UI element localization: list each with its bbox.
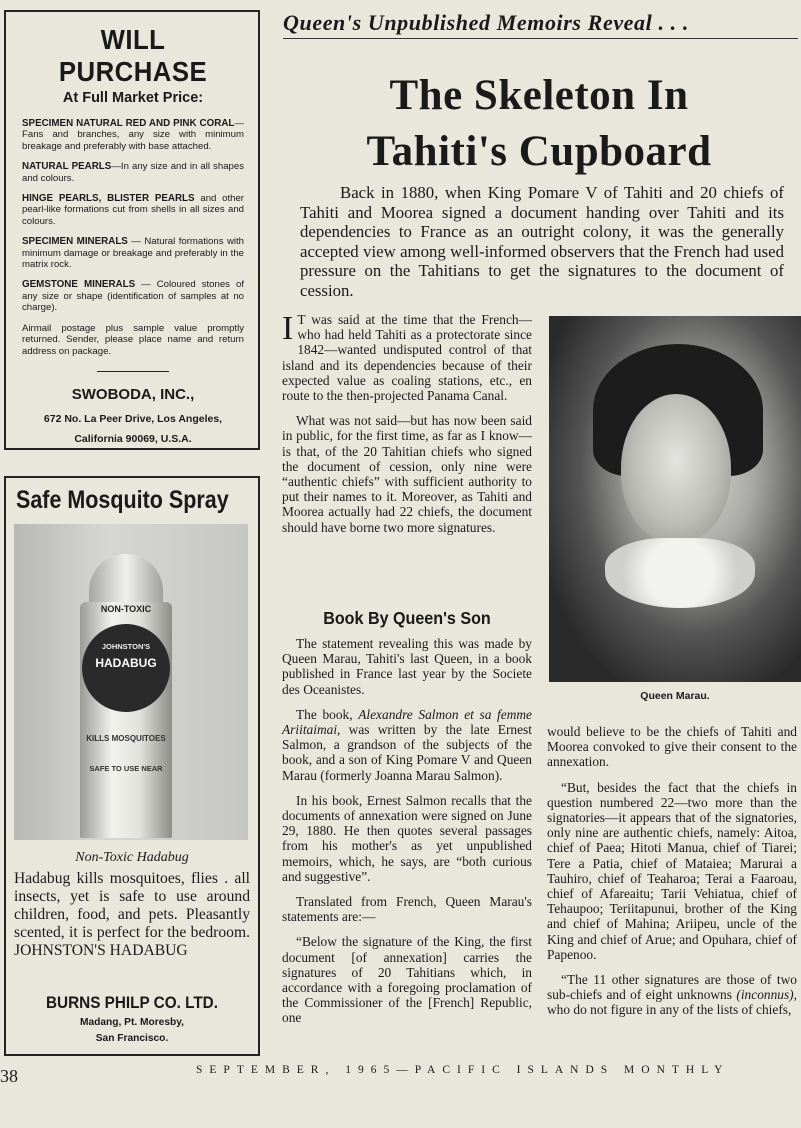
can-cap bbox=[89, 554, 163, 606]
ad-subtitle: At Full Market Price: bbox=[62, 90, 204, 106]
headline-line: Tahiti's Cupboard bbox=[366, 128, 712, 175]
paragraph bbox=[282, 312, 532, 403]
ad-address-line: Madang, Pt. Moresby, bbox=[80, 1017, 184, 1028]
can-nontoxic-text: NON-TOXIC bbox=[100, 604, 152, 614]
ad-mosquito-spray bbox=[4, 476, 260, 1056]
ad-company: SWOBODA, INC., bbox=[71, 385, 195, 403]
spray-can-photo bbox=[14, 524, 248, 840]
ad-item-head: NATURAL PEARLS bbox=[22, 161, 112, 173]
ad-item-head: HINGE PEARLS, BLISTER PEARLS bbox=[22, 193, 195, 205]
ad-item bbox=[22, 118, 244, 152]
ad-address-line: 672 No. La Peer Drive, Los Angeles, bbox=[43, 412, 223, 425]
article-subhead: Book By Queen's Son bbox=[323, 608, 491, 628]
can-kills-text: KILLS MOSQUITOES bbox=[86, 734, 166, 743]
paragraph bbox=[282, 707, 532, 783]
paragraph: would believe to be the chiefs of Tahiti and Moorea convoked to give their consent to the annexation. bbox=[547, 724, 797, 770]
page-number: 38 bbox=[0, 1066, 18, 1086]
italic-term: (inconnus), bbox=[736, 987, 797, 1003]
queen-marau-photo bbox=[549, 316, 801, 682]
ad-item-head: SPECIMEN NATURAL RED AND PINK CORAL bbox=[22, 118, 235, 129]
ad-address bbox=[22, 409, 244, 449]
ad-item bbox=[22, 236, 244, 270]
ad-will-purchase bbox=[4, 10, 260, 450]
paragraph-text: The book, bbox=[296, 706, 359, 722]
article-column-2 bbox=[282, 636, 532, 1036]
photo-collar bbox=[605, 538, 755, 608]
ad-caption: Non-Toxic Hadabug bbox=[75, 850, 189, 865]
ad-item-text: —Fans and branches, any size with minimum breakage and preferably with base attached. bbox=[22, 118, 244, 152]
ad-item bbox=[22, 279, 244, 313]
ad-address-line: San Francisco. bbox=[95, 1033, 169, 1044]
ad-airmail-note: Airmail postage plus sample value promptly returned. Sender, please place name and return address on package. bbox=[22, 322, 244, 357]
ad-item bbox=[22, 193, 244, 227]
ad-title: Safe Mosquito Spray bbox=[16, 486, 229, 514]
paragraph-text: was written by the late Ernest Salmon, a grandson of the subjects of the book, and a son of King Pomare V and Queen Marau (formerly Joanna Marau Salmon). bbox=[282, 722, 532, 783]
ad-company: BURNS PHILP CO. LTD. bbox=[45, 993, 218, 1012]
paragraph: The statement revealing this was made by Queen Marau, Tahiti's last Queen, in a book published in France last year by the Societe des Oceanistes. bbox=[282, 636, 532, 697]
ad-item-text: and other pearl-like formations cut from shells in all sizes and colours. bbox=[22, 193, 244, 227]
ad-item-text: —In any size and in all shapes and colours. bbox=[22, 161, 244, 184]
can-safe-text: SAFE TO USE NEAR bbox=[89, 764, 163, 773]
paragraph: “But, besides the fact that the chiefs in question numbered 22—two more than the signatories—it appears that of the signatories, only nine are authentic chiefs, namely: Aitoa, chief of Paea; Hitoti Manua, chief of Tiarei; Tere a Patia, chief of Mataiea; Marurai a Tauhiro, chief of Teaharoa; Terai a Faaroau, chief of Afareaitu; Tarii Vehiatua, chief of Tehaupoo; Teriitapunui, brother of the King and chief of Mahina; Ariipeu, uncle of the King and chief of Arue; and Opuhara, chief of Papenoo. bbox=[547, 779, 797, 962]
ad-item-text: — Natural formations with minimum damage or breakage and preferably in the matrix rock. bbox=[22, 236, 244, 271]
paragraph: Translated from French, Queen Marau's statements are:— bbox=[282, 894, 532, 925]
paragraph: “Below the signature of the King, the first document [of annexation] carries the signatures of 20 Tahitians which, in accordance with a foregoing proclamation of the Commissioner of the [French] Republic, one bbox=[282, 934, 532, 1026]
ad-address bbox=[6, 1015, 258, 1047]
article-kicker: Queen's Unpublished Memoirs Reveal . . . bbox=[283, 10, 798, 39]
ad-item-text: — Coloured stones of any size or shape (identification of samples at no charge). bbox=[22, 279, 244, 314]
ad-item-head: SPECIMEN MINERALS bbox=[22, 236, 128, 248]
running-footer: SEPTEMBER, 1965—PACIFIC ISLANDS MONTHLY bbox=[196, 1064, 730, 1076]
photo-face bbox=[621, 394, 731, 542]
drop-cap: I bbox=[282, 310, 294, 347]
ad-item-head: GEMSTONE MINERALS bbox=[22, 279, 136, 291]
photo-caption: Queen Marau. bbox=[640, 690, 710, 702]
paragraph: In his book, Ernest Salmon recalls that the documents of annexation were signed on June 29, 1880. He then quotes several passages from his mother's as yet unpublished memoirs, which, he says, are “both curious and suggestive”. bbox=[282, 792, 532, 884]
divider bbox=[97, 371, 169, 372]
paragraph bbox=[547, 972, 797, 1018]
book-title: Alexandre Salmon et sa femme Ariitaimai, bbox=[282, 706, 532, 738]
article-column-1 bbox=[282, 312, 532, 545]
article-column-3 bbox=[547, 724, 797, 1028]
paragraph-text: who do not figure in any of the lists of chiefs, bbox=[547, 1002, 792, 1018]
can-product-text: HADABUG bbox=[95, 656, 157, 670]
ad-address-line: California 90069, U.S.A. bbox=[74, 432, 192, 445]
paragraph-text: T was said at the time that the French—who had held Tahiti as a protectorate since 1842—wanted undisputed control of that island and its dependencies because of their expected value as coaling stations, etc., en route to the then-projected Panama Canal. bbox=[282, 312, 532, 404]
ad-item bbox=[22, 161, 244, 184]
paragraph-text: “The 11 other signatures are those of two sub-chiefs and of eight unknowns bbox=[547, 972, 797, 1003]
can-brand-text: JOHNSTON'S bbox=[101, 642, 151, 651]
article-headline bbox=[290, 68, 788, 180]
headline-line: The Skeleton In bbox=[389, 72, 689, 119]
ad-title: WILL PURCHASE bbox=[58, 24, 208, 87]
ad-body: Hadabug kills mosquitoes, flies . all insects, yet is safe to use around children, food, and pets. Pleasantly scented, it is perfect for the bedroom. JOHNSTON'S HADABUG bbox=[14, 870, 250, 959]
paragraph: What was not said—but has now been said in public, for the first time, as far as I know—is that, of the 20 Tahitian chiefs who signed the document of cession, only nine were “authentic chiefs” with sufficient authority to put their names to it. Moreover, as Tahiti and Moorea actually had 22 chiefs, the document should have borne two more signatures. bbox=[282, 413, 532, 535]
article-intro: Back in 1880, when King Pomare V of Tahiti and 20 chiefs of Tahiti and Moorea signed a document handing over Tahiti and its dependencies to France as an outright colony, it was the generally accepted view among well-informed observers that the French had used pressure on the Tahitians to get the signatures to the document of cession. bbox=[300, 183, 784, 300]
spray-can bbox=[80, 602, 172, 838]
